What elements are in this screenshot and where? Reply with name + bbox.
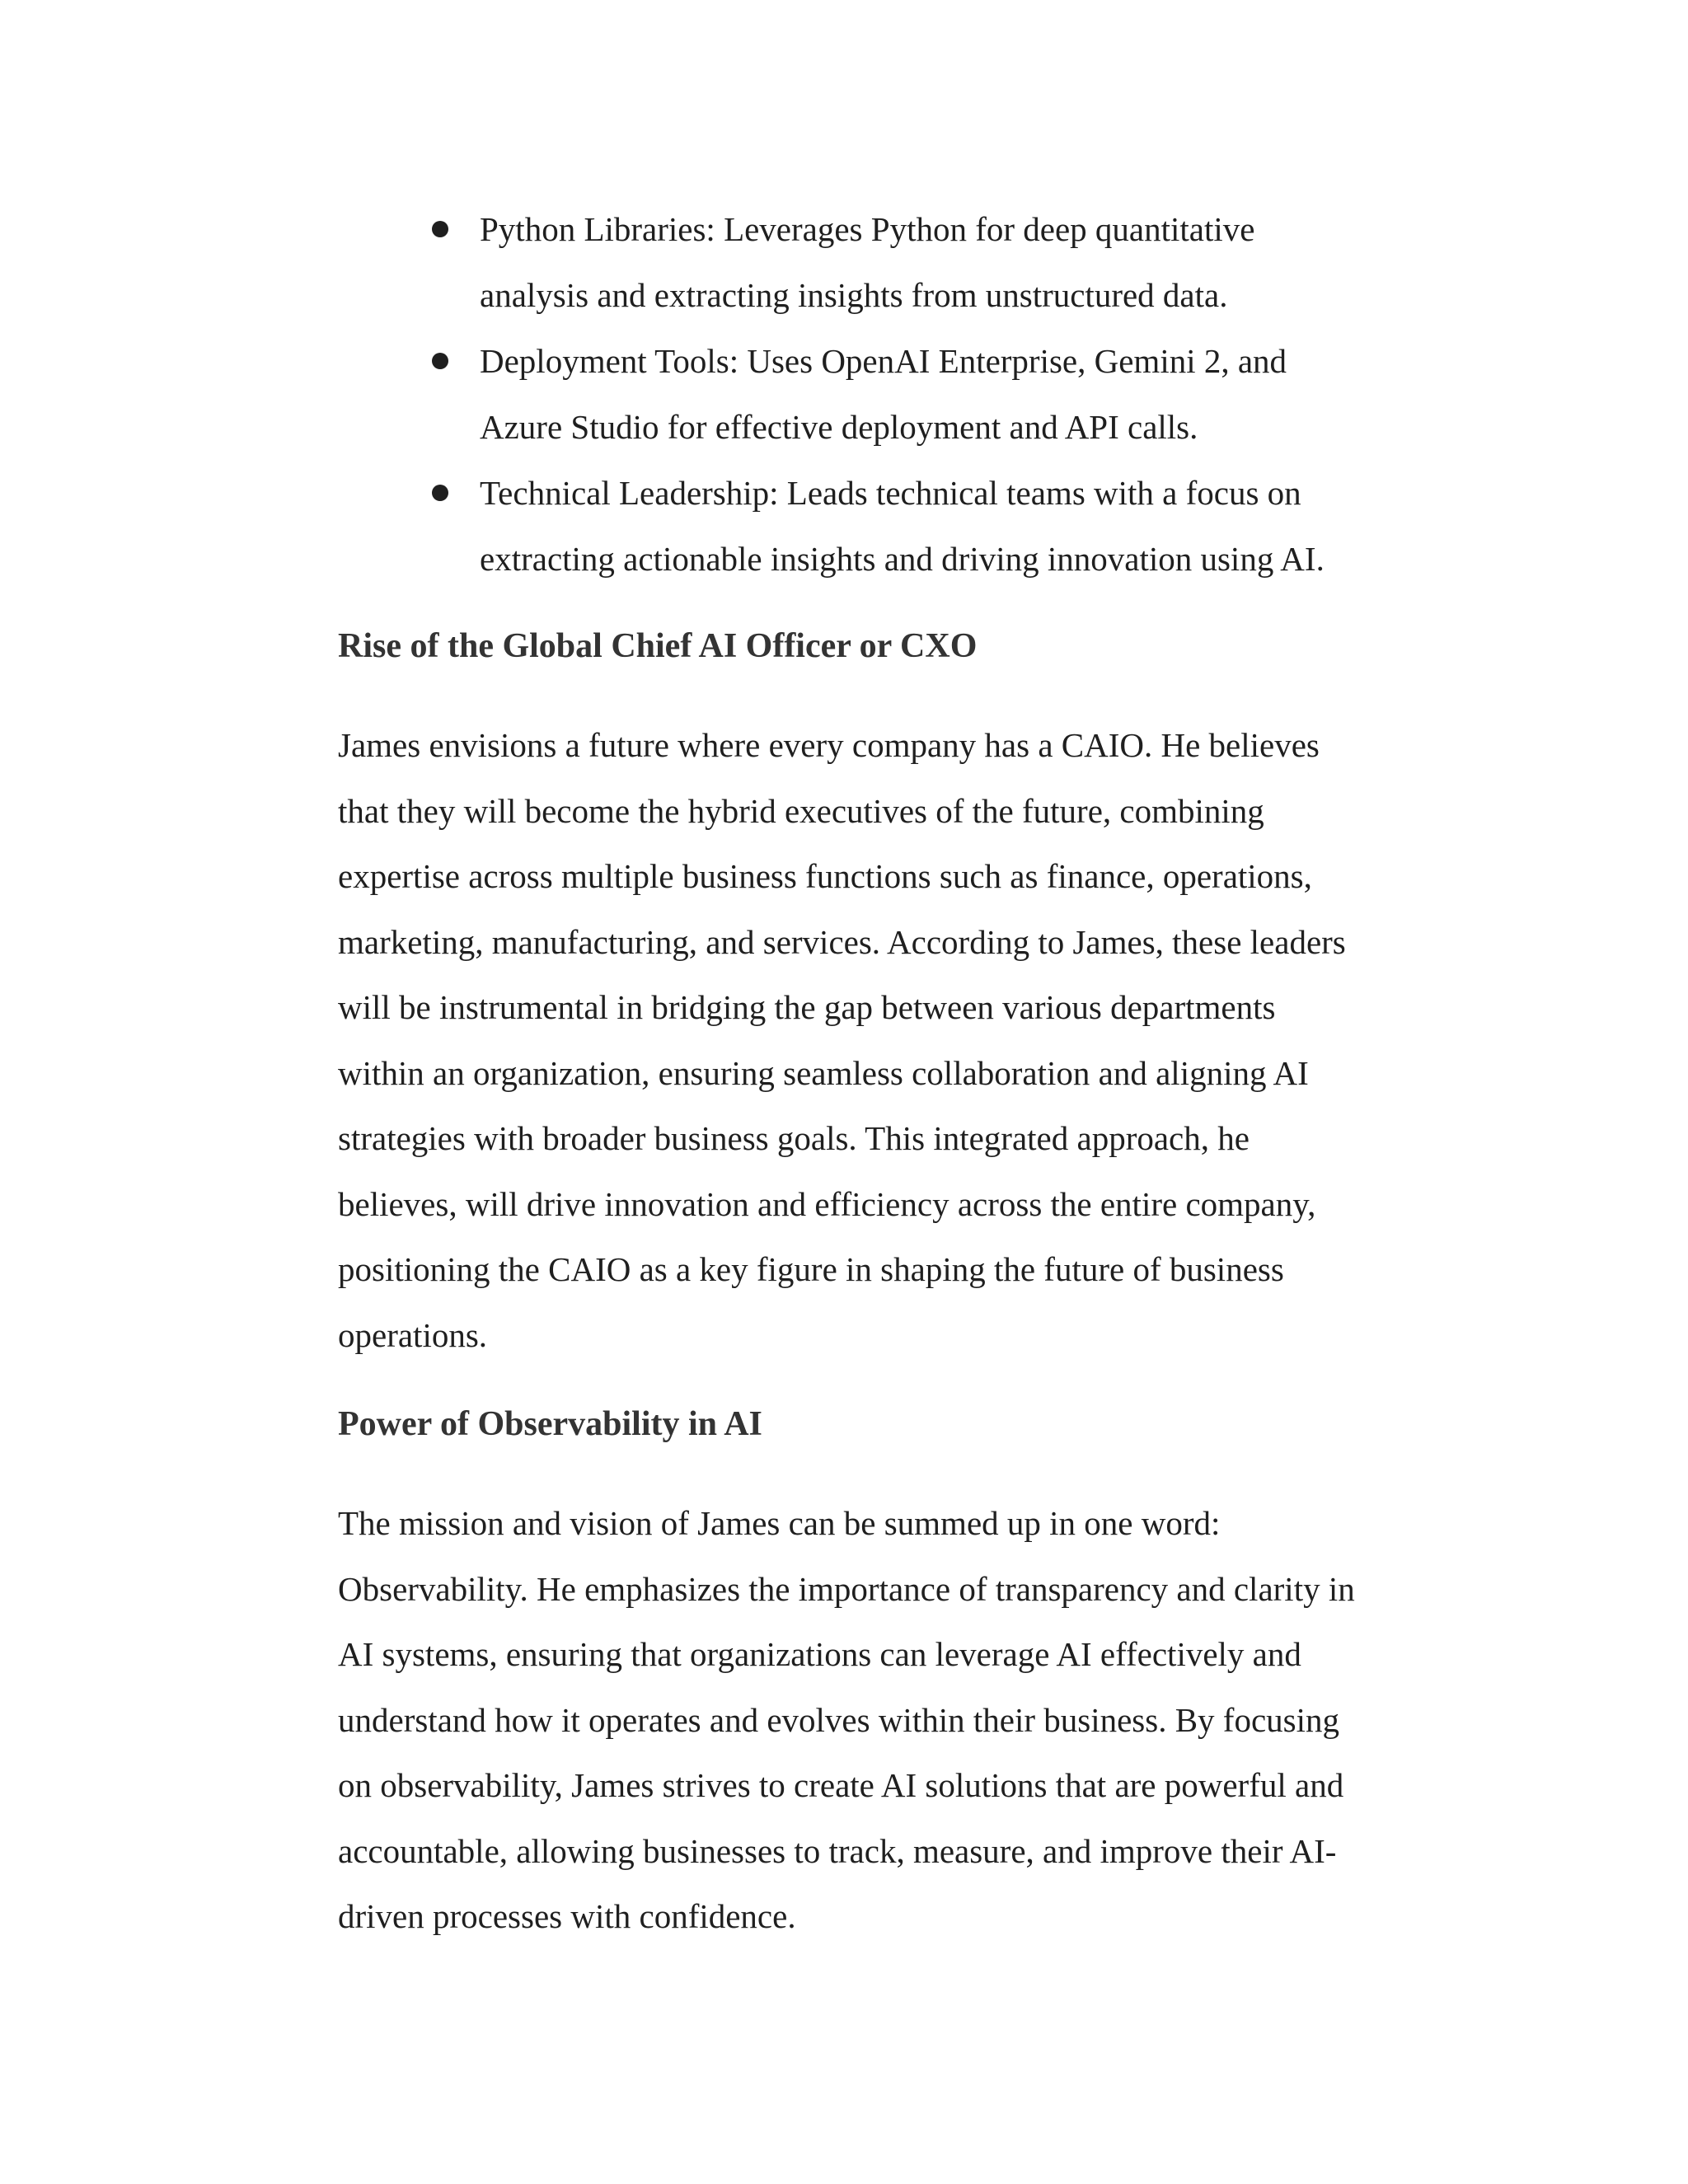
document-page	[338, 196, 1360, 1950]
section-body: The mission and vision of James can be summed up in one word: Observability. He emphasizes the importance of transparency and clarity in AI systems, ensuring that organizations can leverage AI effectively and understand how it operates and evolves within their business. By focusing on observability, James strives to create AI solutions that are powerful and accountable, allowing businesses to track, measure, and improve their AI-driven processes with confidence.	[338, 1504, 1355, 1935]
list-item-text: Python Libraries: Leverages Python for deep quantitative analysis and extracting insights from unstructured data.	[480, 210, 1255, 314]
section-observability	[338, 1399, 1360, 1950]
list-item-text: Technical Leadership: Leads technical teams with a focus on extracting actionable insights and driving innovation using AI.	[480, 474, 1325, 578]
bullet-icon	[432, 353, 448, 369]
skills-list	[338, 196, 1360, 592]
list-item-text: Deployment Tools: Uses OpenAI Enterprise, Gemini 2, and Azure Studio for effective deployment and API calls.	[480, 342, 1287, 446]
list-item	[338, 460, 1360, 592]
section-body: James envisions a future where every company has a CAIO. He believes that they will become the hybrid executives of the future, combining expertise across multiple business functions such as finance, operations, marketing, manufacturing, and services. According to James, these leaders will be instrumental in bridging the gap between various departments within an organization, ensuring seamless collaboration and aligning AI strategies with broader business goals. This integrated approach, he believes, will drive innovation and efficiency across the entire company, positioning the CAIO as a key figure in shaping the future of business operations.	[338, 726, 1346, 1354]
list-item	[338, 328, 1360, 460]
section-heading: Power of Observability in AI	[338, 1405, 762, 1443]
list-item	[338, 196, 1360, 328]
bullet-icon	[432, 485, 448, 501]
section-heading: Rise of the Global Chief AI Officer or CXO	[338, 627, 978, 665]
section-caio	[338, 621, 1360, 1368]
bullet-icon	[432, 221, 448, 237]
